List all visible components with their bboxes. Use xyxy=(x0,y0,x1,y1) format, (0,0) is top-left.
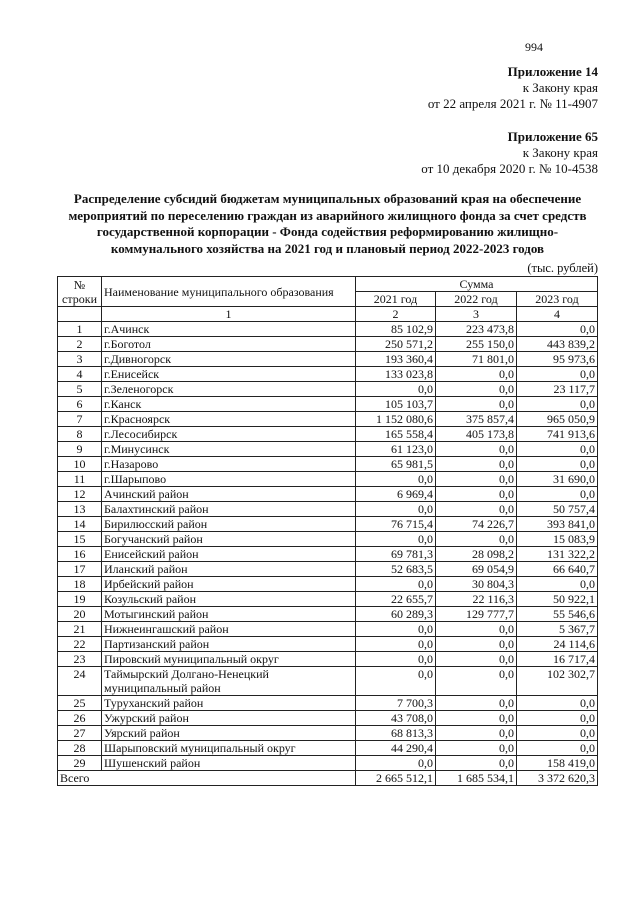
table-row xyxy=(58,562,598,577)
amount-2022: 74 226,7 xyxy=(436,517,517,532)
amount-2021: 133 023,8 xyxy=(356,367,436,382)
table-row xyxy=(58,442,598,457)
amount-2021: 61 123,0 xyxy=(356,442,436,457)
row-number: 26 xyxy=(58,711,102,726)
annex-line: к Закону края xyxy=(522,80,598,95)
row-number: 2 xyxy=(58,337,102,352)
amount-2021: 0,0 xyxy=(356,382,436,397)
amount-2023: 55 546,6 xyxy=(517,607,598,622)
amount-2022: 0,0 xyxy=(436,726,517,741)
subsidy-table xyxy=(57,276,598,786)
amount-2023: 66 640,7 xyxy=(517,562,598,577)
amount-2021: 0,0 xyxy=(356,667,436,696)
amount-2022: 0,0 xyxy=(436,741,517,756)
row-number: 19 xyxy=(58,592,102,607)
table-row xyxy=(58,756,598,771)
row-number: 6 xyxy=(58,397,102,412)
row-number: 16 xyxy=(58,547,102,562)
amount-2022: 28 098,2 xyxy=(436,547,517,562)
amount-2021: 6 969,4 xyxy=(356,487,436,502)
amount-2021: 1 152 080,6 xyxy=(356,412,436,427)
table-row xyxy=(58,397,598,412)
amount-2023: 0,0 xyxy=(517,442,598,457)
municipality-name: Ирбейский район xyxy=(102,577,356,592)
table-row xyxy=(58,652,598,667)
table-row xyxy=(58,367,598,382)
municipality-name: Енисейский район xyxy=(102,547,356,562)
amount-2022: 0,0 xyxy=(436,382,517,397)
amount-2021: 0,0 xyxy=(356,472,436,487)
amount-2022: 0,0 xyxy=(436,652,517,667)
amount-2021: 43 708,0 xyxy=(356,711,436,726)
amount-2022: 0,0 xyxy=(436,487,517,502)
amount-2022: 0,0 xyxy=(436,756,517,771)
amount-2021: 76 715,4 xyxy=(356,517,436,532)
table-row xyxy=(58,352,598,367)
municipality-name: Партизанский район xyxy=(102,637,356,652)
municipality-name: г.Боготол xyxy=(102,337,356,352)
amount-2023: 0,0 xyxy=(517,726,598,741)
header-name: Наименование муниципального образования xyxy=(102,277,356,307)
row-number: 5 xyxy=(58,382,102,397)
amount-2021: 105 103,7 xyxy=(356,397,436,412)
table-row xyxy=(58,532,598,547)
amount-2022: 0,0 xyxy=(436,711,517,726)
amount-2023: 16 717,4 xyxy=(517,652,598,667)
col-number: 3 xyxy=(436,307,517,322)
row-number: 7 xyxy=(58,412,102,427)
municipality-name: г.Лесосибирск xyxy=(102,427,356,442)
amount-2021: 0,0 xyxy=(356,652,436,667)
amount-2023: 0,0 xyxy=(517,367,598,382)
col-number: 2 xyxy=(356,307,436,322)
amount-2023: 95 973,6 xyxy=(517,352,598,367)
amount-2022: 0,0 xyxy=(436,397,517,412)
row-number: 15 xyxy=(58,532,102,547)
row-number: 10 xyxy=(58,457,102,472)
amount-2021: 0,0 xyxy=(356,577,436,592)
municipality-name: Бирилюсский район xyxy=(102,517,356,532)
row-number: 21 xyxy=(58,622,102,637)
amount-2023: 158 419,0 xyxy=(517,756,598,771)
amount-2021: 22 655,7 xyxy=(356,592,436,607)
table-row xyxy=(58,741,598,756)
table-row xyxy=(58,667,598,696)
table-row xyxy=(58,711,598,726)
amount-2021: 0,0 xyxy=(356,637,436,652)
amount-2023: 15 083,9 xyxy=(517,532,598,547)
amount-2021: 0,0 xyxy=(356,532,436,547)
row-number: 22 xyxy=(58,637,102,652)
annex-65 xyxy=(57,129,598,177)
row-number: 29 xyxy=(58,756,102,771)
municipality-name: г.Красноярск xyxy=(102,412,356,427)
amount-2022: 129 777,7 xyxy=(436,607,517,622)
annex-line: к Закону края xyxy=(522,145,598,160)
amount-2021: 165 558,4 xyxy=(356,427,436,442)
row-number: 14 xyxy=(58,517,102,532)
amount-2022: 375 857,4 xyxy=(436,412,517,427)
amount-2021: 0,0 xyxy=(356,756,436,771)
municipality-name: Богучанский район xyxy=(102,532,356,547)
row-number: 13 xyxy=(58,502,102,517)
row-number: 20 xyxy=(58,607,102,622)
amount-2021: 7 700,3 xyxy=(356,696,436,711)
amount-2021: 193 360,4 xyxy=(356,352,436,367)
amount-2023: 23 117,7 xyxy=(517,382,598,397)
amount-2022: 0,0 xyxy=(436,472,517,487)
amount-2022: 0,0 xyxy=(436,622,517,637)
amount-2022: 0,0 xyxy=(436,502,517,517)
row-number: 12 xyxy=(58,487,102,502)
table-row xyxy=(58,607,598,622)
amount-2021: 65 981,5 xyxy=(356,457,436,472)
amount-2022: 405 173,8 xyxy=(436,427,517,442)
amount-2021: 60 289,3 xyxy=(356,607,436,622)
municipality-name: Пировский муниципальный округ xyxy=(102,652,356,667)
col-number: 4 xyxy=(517,307,598,322)
municipality-name: г.Канск xyxy=(102,397,356,412)
municipality-name: Таймырский Долгано-Ненецкий муниципальный район xyxy=(102,667,356,696)
row-number: 8 xyxy=(58,427,102,442)
table-row xyxy=(58,337,598,352)
amount-2022: 223 473,8 xyxy=(436,322,517,337)
municipality-name: Ужурский район xyxy=(102,711,356,726)
amount-2023: 5 367,7 xyxy=(517,622,598,637)
units-label: (тыс. рублей) xyxy=(527,261,598,275)
municipality-name: Балахтинский район xyxy=(102,502,356,517)
amount-2022: 22 116,3 xyxy=(436,592,517,607)
municipality-name: Козульский район xyxy=(102,592,356,607)
municipality-name: Ачинский район xyxy=(102,487,356,502)
row-number: 4 xyxy=(58,367,102,382)
annex-line: от 22 апреля 2021 г. № 11-4907 xyxy=(427,96,598,111)
amount-2021: 0,0 xyxy=(356,502,436,517)
amount-2023: 24 114,6 xyxy=(517,637,598,652)
amount-2023: 131 322,2 xyxy=(517,547,598,562)
table-row xyxy=(58,322,598,337)
amount-2022: 0,0 xyxy=(436,667,517,696)
amount-2022: 0,0 xyxy=(436,696,517,711)
amount-2023: 965 050,9 xyxy=(517,412,598,427)
amount-2022: 255 150,0 xyxy=(436,337,517,352)
row-number: 24 xyxy=(58,667,102,696)
row-number: 23 xyxy=(58,652,102,667)
municipality-name: Шарыповский муниципальный округ xyxy=(102,741,356,756)
table-row xyxy=(58,412,598,427)
amount-2023: 741 913,6 xyxy=(517,427,598,442)
annex-line: от 10 декабря 2020 г. № 10-4538 xyxy=(421,161,598,176)
row-number: 27 xyxy=(58,726,102,741)
empty-cell xyxy=(58,307,102,322)
municipality-name: г.Зеленогорск xyxy=(102,382,356,397)
total-label: Всего xyxy=(58,771,356,786)
total-2022: 1 685 534,1 xyxy=(436,771,517,786)
table-row xyxy=(58,517,598,532)
amount-2023: 0,0 xyxy=(517,397,598,412)
table-row xyxy=(58,577,598,592)
row-number: 1 xyxy=(58,322,102,337)
row-number: 17 xyxy=(58,562,102,577)
header-num: № строки xyxy=(58,277,102,307)
row-number: 28 xyxy=(58,741,102,756)
municipality-name: Иланский район xyxy=(102,562,356,577)
table-row xyxy=(58,382,598,397)
header-2021: 2021 год xyxy=(356,292,436,307)
amount-2022: 0,0 xyxy=(436,457,517,472)
amount-2022: 0,0 xyxy=(436,367,517,382)
amount-2023: 50 757,4 xyxy=(517,502,598,517)
table-row xyxy=(58,622,598,637)
amount-2023: 393 841,0 xyxy=(517,517,598,532)
amount-2022: 69 054,9 xyxy=(436,562,517,577)
header-sum: Сумма xyxy=(356,277,598,292)
municipality-name: Нижнеингашский район xyxy=(102,622,356,637)
amount-2021: 52 683,5 xyxy=(356,562,436,577)
table-row xyxy=(58,427,598,442)
table-row xyxy=(58,592,598,607)
table-row xyxy=(58,487,598,502)
municipality-name: г.Назарово xyxy=(102,457,356,472)
municipality-name: г.Ачинск xyxy=(102,322,356,337)
amount-2021: 44 290,4 xyxy=(356,741,436,756)
amount-2022: 71 801,0 xyxy=(436,352,517,367)
total-2021: 2 665 512,1 xyxy=(356,771,436,786)
table-row xyxy=(58,726,598,741)
municipality-name: Туруханский район xyxy=(102,696,356,711)
amount-2021: 85 102,9 xyxy=(356,322,436,337)
amount-2021: 250 571,2 xyxy=(356,337,436,352)
amount-2021: 69 781,3 xyxy=(356,547,436,562)
amount-2023: 0,0 xyxy=(517,487,598,502)
page-number: 994 xyxy=(525,40,543,54)
table-row xyxy=(58,696,598,711)
row-number: 18 xyxy=(58,577,102,592)
amount-2023: 0,0 xyxy=(517,741,598,756)
amount-2023: 31 690,0 xyxy=(517,472,598,487)
table-row xyxy=(58,637,598,652)
amount-2023: 0,0 xyxy=(517,457,598,472)
amount-2023: 0,0 xyxy=(517,577,598,592)
amount-2023: 50 922,1 xyxy=(517,592,598,607)
municipality-name: г.Шарыпово xyxy=(102,472,356,487)
municipality-name: Шушенский район xyxy=(102,756,356,771)
row-number: 11 xyxy=(58,472,102,487)
col-number: 1 xyxy=(102,307,356,322)
document-title: Распределение субсидий бюджетам муниципальных образований края на обеспечение мероприятий по переселению граждан из аварийного жилищного фонда за счет средств государственной корпорации - Фонда содействия реформированию жилищно-коммунального хозяйства на 2021 год и плановый период 2022-2023 годов xyxy=(68,191,587,256)
amount-2022: 0,0 xyxy=(436,532,517,547)
municipality-name: г.Минусинск xyxy=(102,442,356,457)
total-2023: 3 372 620,3 xyxy=(517,771,598,786)
amount-2023: 102 302,7 xyxy=(517,667,598,696)
table-row xyxy=(58,502,598,517)
amount-2022: 0,0 xyxy=(436,637,517,652)
row-number: 3 xyxy=(58,352,102,367)
header-2023: 2023 год xyxy=(517,292,598,307)
annex-title: Приложение 65 xyxy=(507,129,598,144)
header-2022: 2022 год xyxy=(436,292,517,307)
annex-14 xyxy=(57,64,598,112)
table-row xyxy=(58,547,598,562)
amount-2021: 0,0 xyxy=(356,622,436,637)
amount-2023: 0,0 xyxy=(517,711,598,726)
amount-2023: 443 839,2 xyxy=(517,337,598,352)
total-row xyxy=(58,771,598,786)
table-row xyxy=(58,472,598,487)
amount-2021: 68 813,3 xyxy=(356,726,436,741)
municipality-name: г.Енисейск xyxy=(102,367,356,382)
municipality-name: г.Дивногорск xyxy=(102,352,356,367)
municipality-name: Уярский район xyxy=(102,726,356,741)
amount-2022: 30 804,3 xyxy=(436,577,517,592)
annex-title: Приложение 14 xyxy=(507,64,598,79)
row-number: 9 xyxy=(58,442,102,457)
amount-2023: 0,0 xyxy=(517,696,598,711)
municipality-name: Мотыгинский район xyxy=(102,607,356,622)
row-number: 25 xyxy=(58,696,102,711)
amount-2022: 0,0 xyxy=(436,442,517,457)
amount-2023: 0,0 xyxy=(517,322,598,337)
table-row xyxy=(58,457,598,472)
